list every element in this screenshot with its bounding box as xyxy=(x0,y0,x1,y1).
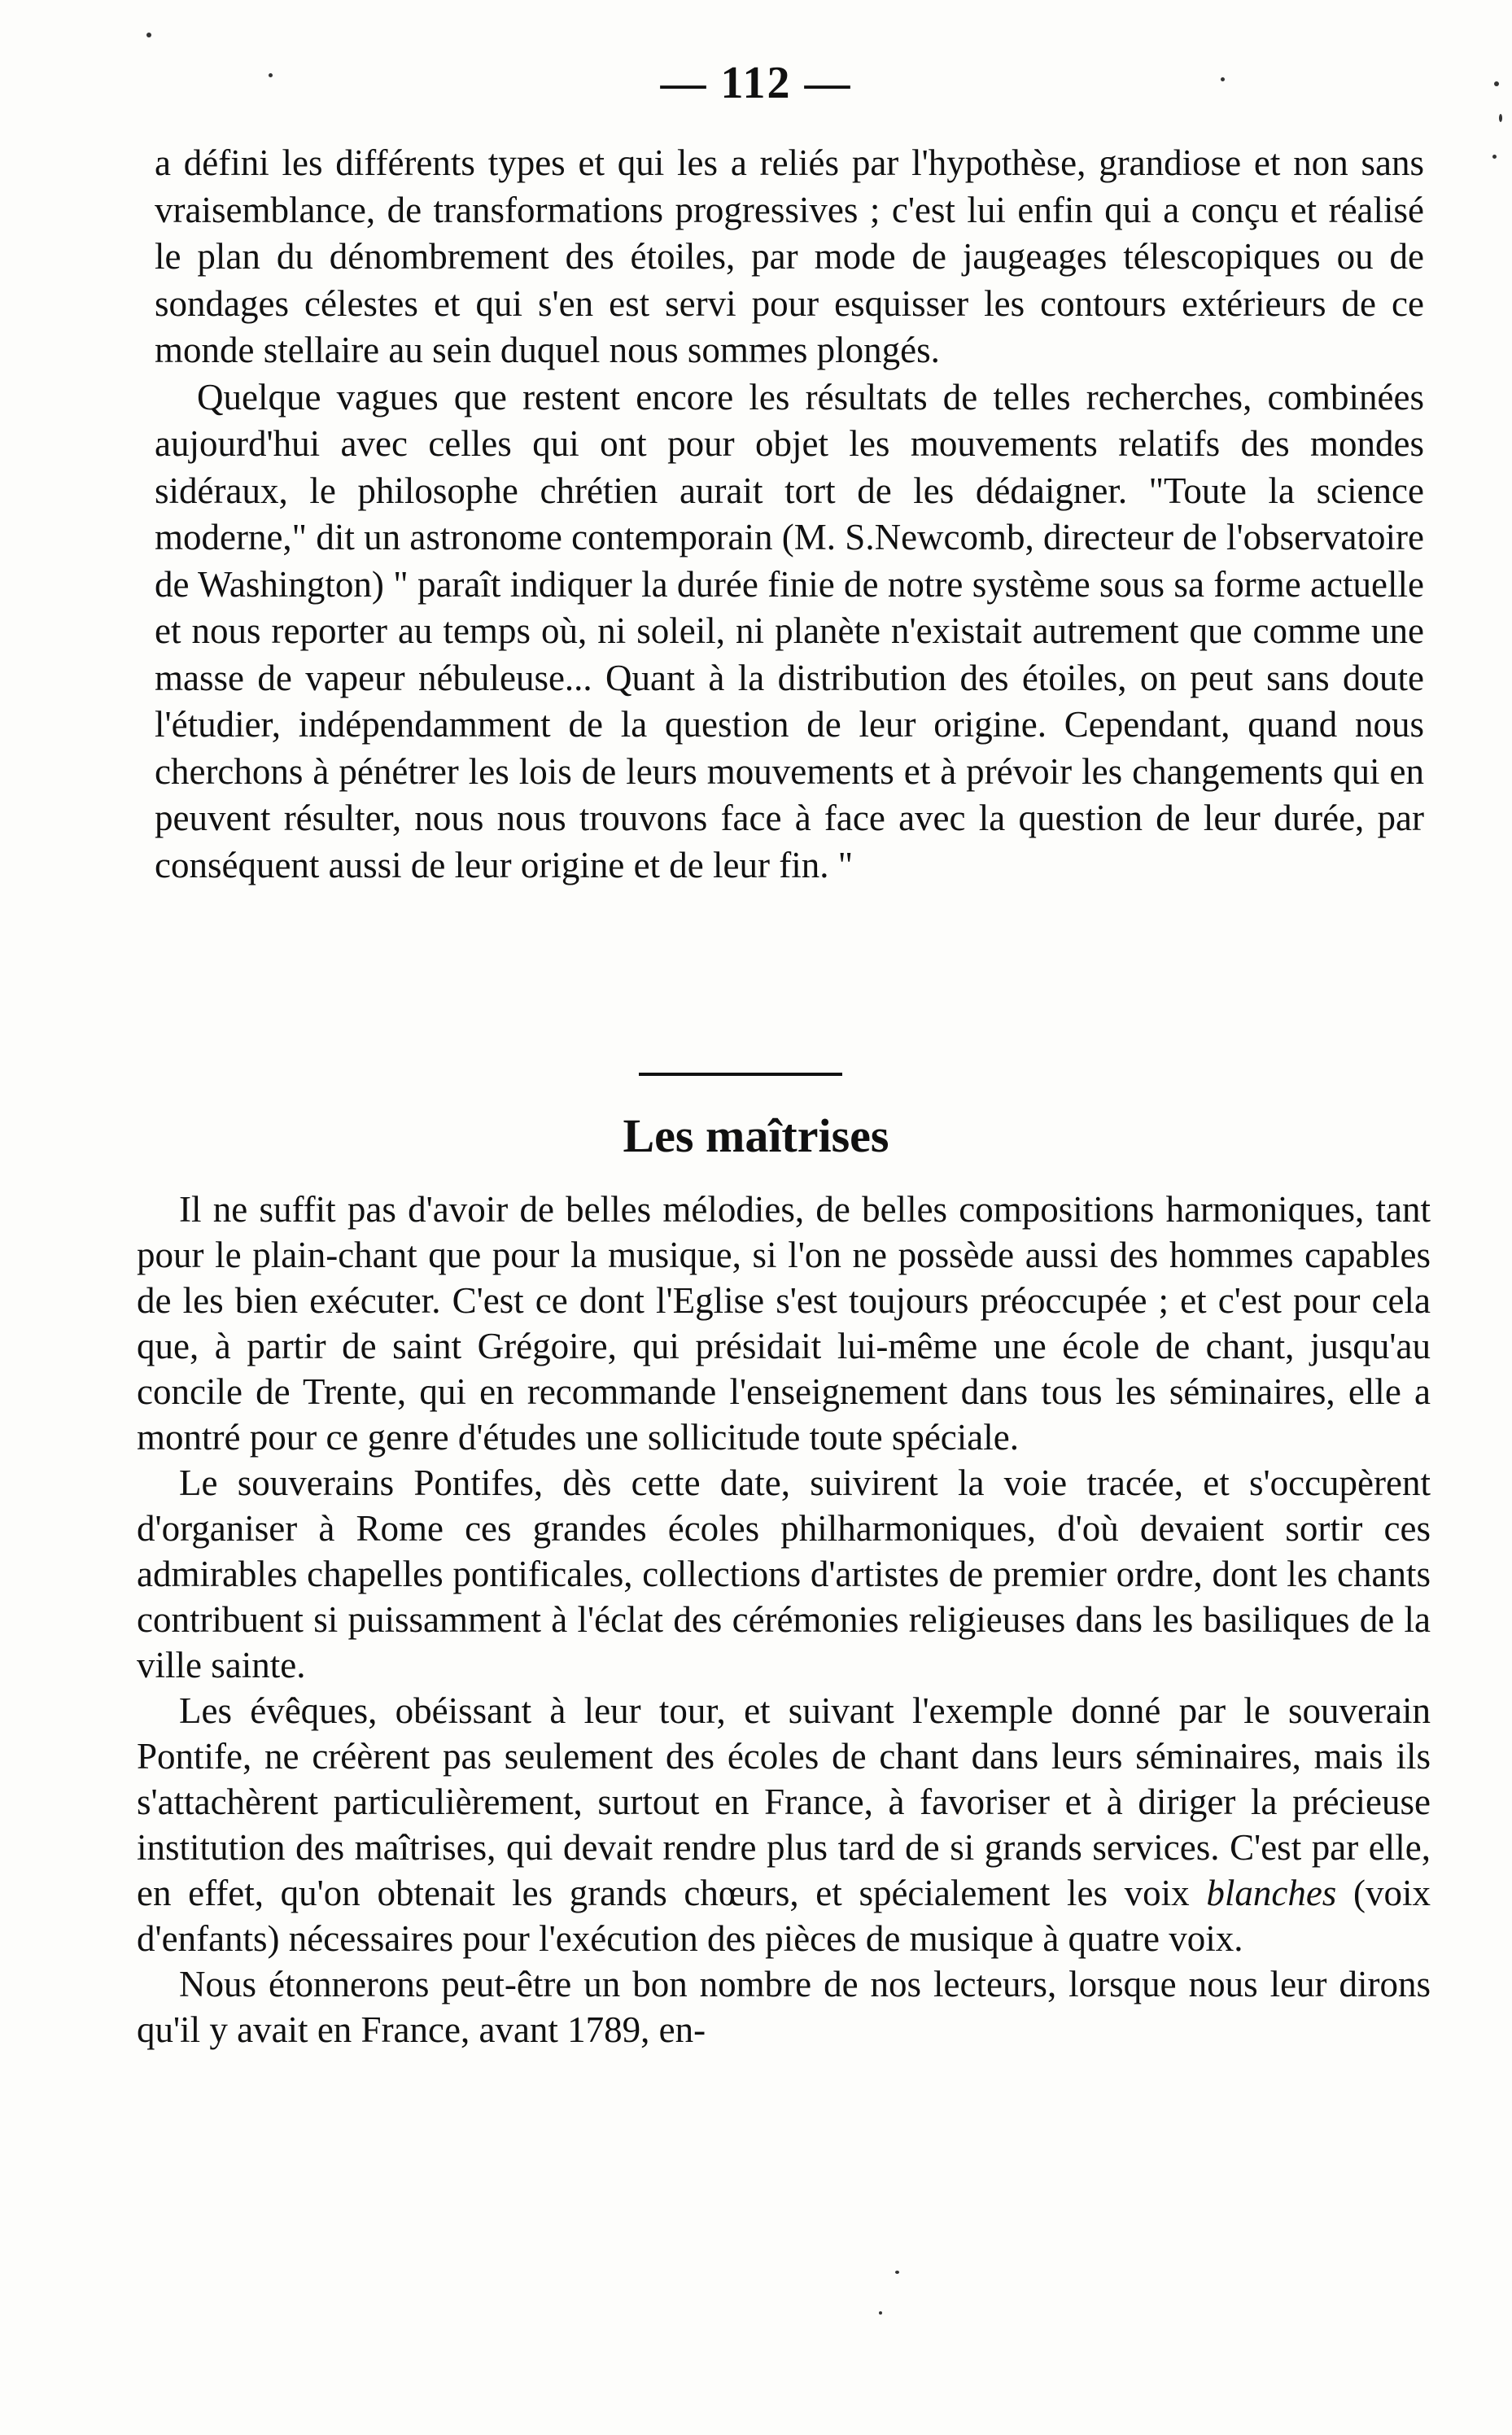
paragraph xyxy=(137,1460,1431,1688)
section-title: Les maîtrises xyxy=(623,1109,889,1162)
scan-speck xyxy=(1221,77,1225,81)
page-number: — 112 — xyxy=(660,58,852,108)
section-divider xyxy=(639,1073,842,1076)
top-text-block xyxy=(155,140,1424,889)
scan-speck xyxy=(879,2311,882,2315)
italic-text: blanches xyxy=(1206,1873,1337,1913)
scan-speck xyxy=(146,33,151,37)
scan-edge-marks xyxy=(1488,49,1512,212)
paragraph: a défini les différents types et qui les a reliés par l'hypothèse, grandiose et non sans vraisemblance, de transformations progressives ; c'est lui enfin qui a conçu et réalisé le plan du dénombrement des étoiles, par mode de jaugeages télescopiques ou de sondages célestes et qui s'en est servi pour esquisser les contours extérieurs de ce monde stellaire au sein duquel nous sommes plongés. xyxy=(155,142,1424,370)
paragraph: Quelque vagues que restent encore les résultats de telles recherches, combinées aujourd'hui avec celles qui ont pour objet les mouvements relatifs des mondes sidéraux, le philosophe chrétien aurait tort de les dédaigner. "Toute la science moderne," dit un astronome contemporain (M. S.Newcomb, directeur de l'observatoire de Washington) " paraît indiquer la durée finie de notre système sous sa forme actuelle et nous reporter au temps où, ni soleil, ni planète n'existait autrement que comme une masse de vapeur nébuleuse... Quant à la distribution des étoiles, on peut sans doute l'étudier, indépendamment de la question de leur origine. Cependant, quand nous cherchons à pénétrer les lois de leurs mouvements et à prévoir les changements qui en peuvent résulter, nous nous trouvons face à face avec la question de leur durée, par conséquent aussi de leur origine et de leur fin. " xyxy=(155,376,1424,885)
paragraph xyxy=(137,1187,1431,1460)
paragraph xyxy=(137,1961,1431,2052)
scan-speck xyxy=(269,73,273,77)
paragraph-text: Le souverains Pontifes, dès cette date, suivirent la voie tracée, et s'occupèrent d'organiser à Rome ces grandes écoles philharmoniques, d'où devaient sortir ces admirables chapelles pontificales, collections d'artistes de premier ordre, dont les chants contribuent si puissamment à l'éclat des cérémonies religieuses dans les basiliques de la ville sainte. xyxy=(137,1462,1431,1685)
paragraph-text: Il ne suffit pas d'avoir de belles mélodies, de belles compositions harmoniques, tant pour le plain-chant que pour la musique, si l'on ne possède aussi des hommes capables de les bien exécuter. C'est ce dont l'Eglise s'est toujours préoccupée ; et c'est pour cela que, à partir de saint Grégoire, qui présidait lui-même une école de chant, jusqu'au concile de Trente, qui en recommande l'enseignement dans tous les séminaires, elle a montré pour ce genre d'études une sollicitude toute spéciale. xyxy=(137,1189,1431,1458)
paragraph-text: (voix d'enfants) nécessaires pour l'exécution des pièces de musique à quatre voix. xyxy=(137,1873,1431,1959)
paragraph-text: Nous étonnerons peut-être un bon nombre de nos lecteurs, lorsque nous leur dirons qu'il y avait en France, avant 1789, en- xyxy=(137,1964,1431,2050)
scan-speck xyxy=(895,2271,899,2274)
paragraph-text: Les évêques, obéissant à leur tour, et suivant l'exemple donné par le souverain Pontife, ne créèrent pas seulement des écoles de chant dans leurs séminaires, mais ils s'attachèrent particulièrement, surtout en France, à favoriser et à diriger la précieuse institution des maîtrises, qui devait rendre plus tard de si grands services. C'est par elle, en effet, qu'on obtenait les grands chœurs, et spécialement les voix xyxy=(137,1690,1431,1913)
section-text-block xyxy=(137,1187,1431,2052)
paragraph xyxy=(137,1688,1431,1961)
